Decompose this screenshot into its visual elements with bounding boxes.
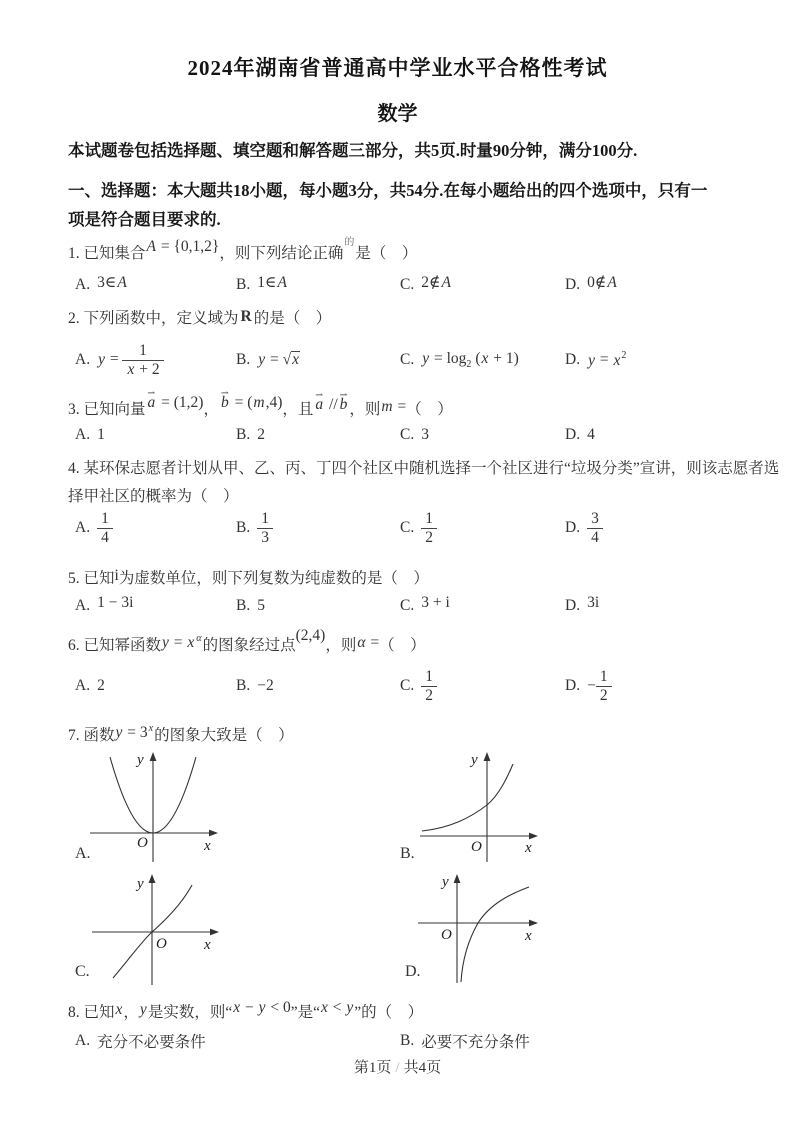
stem-formula: ⇀ a // ⇀ b: [313, 396, 349, 413]
stem-text: ，则: [349, 401, 381, 418]
origin-label: O: [156, 936, 167, 952]
y-axis-arrow: [150, 752, 157, 761]
graph-d-letter: D.: [405, 963, 421, 980]
q8-option-b: B. 必要不充分条件: [400, 1032, 530, 1051]
stem-text: 的图象大致是（ ）: [154, 727, 294, 744]
origin-label: O: [441, 927, 452, 943]
x-axis-label: x: [204, 937, 211, 953]
question-7-stem: [68, 723, 294, 745]
q1-option-d: D. 0∉A: [565, 273, 617, 293]
question-6-options: [68, 662, 728, 710]
fraction: $\frac{3}{4}$: [587, 510, 603, 546]
q5-option-b: B. 5: [236, 597, 265, 614]
y-axis-label: y: [137, 876, 144, 892]
question-8-options: [68, 1030, 728, 1052]
fraction: $\frac{1}{3}$: [257, 510, 273, 546]
q2-option-d: D. $y = x^2$: [565, 350, 627, 369]
stem-superscript: 的: [344, 237, 355, 248]
stem-text: 是实数，则“: [147, 1004, 233, 1021]
stem-text: 5. 已知: [68, 570, 115, 587]
stem-text: 7. 函数: [68, 727, 115, 744]
section-1-header-line1: 一、选择题：本大题共18小题，每小题3分，共54分.在每小题给出的四个选项中，只有一: [68, 181, 708, 200]
graph-option-b: [400, 750, 540, 865]
y-axis-label: y: [471, 752, 478, 768]
exam-intro: 本试题卷包括选择题、填空题和解答题三部分，共5页.时量90分钟，满分100分.: [68, 141, 638, 160]
subject-title: 数学: [377, 103, 418, 125]
question-2-options: [68, 336, 728, 384]
graph-c-letter: C.: [75, 963, 90, 980]
stem-formula: A = {0,1,2}: [146, 238, 220, 256]
graph-option-a: [82, 750, 222, 865]
graph-a-letter: A.: [75, 845, 91, 862]
footer-separator: /: [395, 1060, 400, 1076]
q3-option-b: B. 2: [236, 426, 265, 443]
y-axis-arrow: [484, 752, 491, 761]
question-8-stem: [68, 1000, 423, 1022]
stem-formula: i: [114, 567, 119, 584]
question-5-options: [68, 595, 728, 617]
q4-option-d: D. $\frac{3}{4}$: [565, 504, 603, 552]
stem-text: 1. 已知集合: [68, 245, 146, 263]
y-axis-label: y: [442, 874, 449, 890]
section-1-header-line2: 项是符合题目要求的.: [68, 210, 221, 229]
stem-text: （ ）: [406, 401, 453, 418]
stem-formula: x < y: [321, 999, 354, 1016]
q6-option-a: A. 2: [75, 677, 105, 694]
stem-formula: ⇀ b = (m,4): [219, 394, 282, 411]
stem-text: ，则: [325, 637, 357, 654]
stem-text: 的图象经过点: [202, 637, 296, 654]
q6-option-d: D. − $\frac{1}{2}$: [565, 662, 612, 710]
x-axis-label: x: [525, 840, 532, 856]
stem-formula: $y = 3^x$: [115, 722, 154, 741]
q5-option-a: A. 1 − 3i: [75, 594, 134, 614]
stem-formula: m =: [381, 398, 407, 415]
y-axis-label: y: [137, 752, 144, 768]
stem-text: 8. 已知: [68, 1004, 115, 1021]
fraction: $\frac{1}{2}$: [421, 668, 437, 704]
q2-option-b: B. y = √ x: [236, 336, 300, 384]
question-4-options: [68, 504, 728, 552]
stem-text: 3. 已知向量: [68, 401, 146, 418]
q1-option-b: B. 1∈A: [236, 273, 287, 293]
x-axis-arrow: [529, 920, 538, 927]
question-4-stem-line1: 4. 某环保志愿者计划从甲、乙、丙、丁四个社区中随机选择一个社区进行“垃圾分类”宣讲，则该志愿者选: [68, 460, 780, 477]
q4-option-b: B. $\frac{1}{3}$: [236, 504, 273, 552]
q5-option-c: C. 3 + i: [400, 594, 450, 614]
stem-formula: ⇀ a = (1,2): [146, 394, 204, 411]
stem-text: ”是“: [290, 1004, 320, 1021]
question-5-stem: [68, 566, 429, 588]
x-axis-arrow: [209, 830, 218, 837]
q5-option-d: D. 3i: [565, 594, 600, 614]
question-3-stem: [68, 394, 453, 419]
stem-text: ，则下列结论正确: [219, 245, 344, 263]
stem-formula: y = x $^\alpha$: [162, 632, 202, 651]
stem-formula: (2,4): [295, 627, 326, 644]
x-axis-arrow: [529, 833, 538, 840]
fraction: $\frac{1}{4}$: [97, 510, 113, 546]
question-2-stem: [68, 306, 331, 328]
fraction: $\frac{1}{2}$: [421, 510, 437, 546]
q1-option-c: C. 2∉A: [400, 273, 451, 293]
page-footer: [0, 1056, 795, 1077]
question-6-stem: [68, 627, 426, 655]
stem-formula: y: [139, 1001, 147, 1018]
stem-formula: x: [115, 1001, 123, 1018]
fraction: $\frac{1}{x + 2}$: [122, 342, 163, 378]
q2-option-c: C. $y = \log_2 (x + 1)$: [400, 349, 519, 371]
q2-option-a: A. y = $\frac{1}{x + 2}$: [75, 336, 164, 384]
stem-text: 是（ ）: [355, 245, 418, 263]
q6-option-c: C. $\frac{1}{2}$: [400, 662, 437, 710]
stem-text: 为虚数单位，则下列复数为纯虚数的是（ ）: [118, 570, 429, 587]
page-total: 共4页: [403, 1060, 442, 1076]
y-axis-arrow: [149, 874, 156, 883]
stem-text: 的是（ ）: [253, 310, 332, 327]
q4-option-a: A. $\frac{1}{4}$: [75, 504, 113, 552]
question-1-stem: [68, 237, 418, 263]
stem-formula: x − y < 0: [233, 999, 291, 1016]
graph-option-c: [78, 872, 228, 994]
y-axis-arrow: [454, 874, 461, 883]
question-1-options: [68, 274, 728, 296]
q6-option-b: B. −2: [236, 677, 274, 694]
fraction: $\frac{1}{2}$: [596, 668, 612, 704]
stem-formula: α =: [357, 634, 380, 651]
q4-option-c: C. $\frac{1}{2}$: [400, 504, 437, 552]
question-3-options: [68, 424, 728, 446]
stem-text: ，: [203, 401, 219, 418]
x-axis-label: x: [525, 928, 532, 944]
page-number: 第1页: [353, 1060, 392, 1076]
x-axis-label: x: [204, 838, 211, 854]
graph-b-letter: B.: [400, 845, 415, 862]
q8-option-a: A. 充分不必要条件: [75, 1032, 206, 1051]
stem-text: （ ）: [379, 637, 426, 654]
stem-formula: R: [240, 308, 252, 325]
x-axis-arrow: [210, 929, 219, 936]
stem-text: 6. 已知幂函数: [68, 637, 162, 654]
page-title: 2024年湖南省普通高中学业水平合格性考试: [187, 56, 608, 80]
origin-label: O: [471, 839, 482, 855]
q1-option-a: A. 3∈A: [75, 273, 127, 293]
q3-option-c: C. 3: [400, 426, 429, 443]
stem-text: 2. 下列函数中，定义域为: [68, 310, 239, 327]
origin-label: O: [137, 835, 148, 851]
stem-text: ，且: [282, 401, 314, 418]
stem-text: ，: [123, 1004, 139, 1021]
stem-text: ”的（ ）: [354, 1004, 424, 1021]
question-4-stem-line2: 择甲社区的概率为（ ）: [68, 488, 239, 505]
q3-option-d: D. 4: [565, 426, 595, 443]
q3-option-a: A. 1: [75, 426, 105, 443]
